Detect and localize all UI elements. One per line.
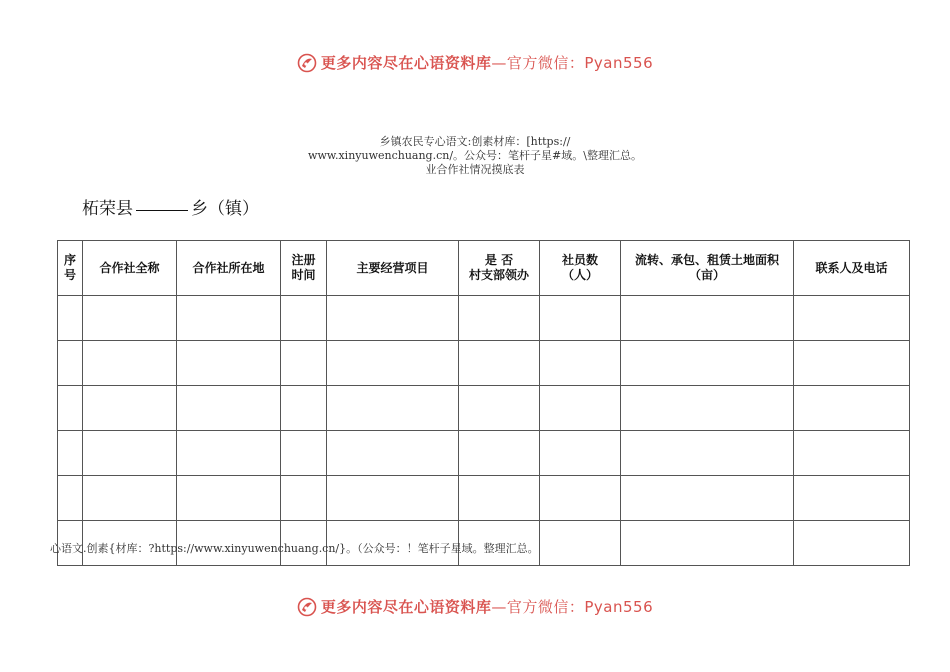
column-header-line: 时间: [291, 268, 316, 282]
table-cell[interactable]: [177, 476, 281, 521]
column-header-line: 注册: [291, 253, 316, 267]
column-header: [794, 241, 910, 296]
brand-logo-icon: [297, 53, 317, 73]
column-header-line: 号: [63, 268, 76, 282]
column-header: [281, 241, 327, 296]
table-cell[interactable]: [540, 476, 621, 521]
column-header-line: 联系人及电话: [815, 260, 888, 275]
table-row: [58, 386, 910, 431]
banner-highlight: 更多内容尽在心语资料库: [320, 54, 492, 72]
table-cell[interactable]: [621, 521, 794, 566]
table-cell[interactable]: [281, 296, 327, 341]
column-header-line: 社员数: [561, 253, 598, 267]
table-cell[interactable]: [327, 341, 459, 386]
table-cell[interactable]: [459, 296, 540, 341]
table-cell[interactable]: [83, 341, 177, 386]
column-header-line: 流转、承包、租赁土地面积: [634, 253, 779, 267]
table-cell[interactable]: [177, 386, 281, 431]
brand-logo-icon: [297, 597, 317, 617]
table-cell[interactable]: [540, 431, 621, 476]
table-cell[interactable]: [621, 296, 794, 341]
table-cell[interactable]: [621, 431, 794, 476]
region-line: [82, 194, 259, 219]
table-cell[interactable]: [621, 341, 794, 386]
table-cell[interactable]: [540, 341, 621, 386]
table-cell[interactable]: [58, 341, 83, 386]
table-cell[interactable]: [794, 521, 910, 566]
table-cell[interactable]: [794, 296, 910, 341]
column-header: [83, 241, 177, 296]
table-cell[interactable]: [177, 431, 281, 476]
table-cell[interactable]: [281, 476, 327, 521]
table-row: [58, 476, 910, 521]
banner-contact: —官方微信：Pyan556: [491, 598, 654, 616]
table-cell[interactable]: [281, 386, 327, 431]
column-header-line: 村支部领办: [468, 268, 529, 282]
table-cell[interactable]: [794, 386, 910, 431]
column-header: [459, 241, 540, 296]
column-header-line: 合作社全称: [99, 260, 160, 275]
column-header: [58, 241, 83, 296]
table-row: [58, 431, 910, 476]
table-header-row: [58, 241, 910, 296]
table-cell[interactable]: [83, 476, 177, 521]
watermark-banner-top: [0, 52, 950, 73]
table-cell[interactable]: [459, 476, 540, 521]
banner-highlight: 更多内容尽在心语资料库: [320, 598, 492, 616]
cooperative-survey-table: [57, 240, 910, 566]
table-cell[interactable]: [540, 521, 621, 566]
table-cell[interactable]: [794, 341, 910, 386]
watermark-banner-bottom: [0, 596, 950, 617]
column-header-line: （人）: [561, 268, 598, 282]
column-header-line: 序: [63, 253, 76, 267]
column-header: [177, 241, 281, 296]
column-header-line: 主要经营项目: [356, 260, 429, 275]
table-cell[interactable]: [540, 386, 621, 431]
document-header: [0, 135, 950, 177]
table-body: [58, 296, 910, 566]
table-cell[interactable]: [794, 431, 910, 476]
column-header: [621, 241, 794, 296]
column-header: [540, 241, 621, 296]
table-cell[interactable]: [83, 431, 177, 476]
table-cell[interactable]: [83, 296, 177, 341]
column-header: [327, 241, 459, 296]
table-cell[interactable]: [327, 386, 459, 431]
table-cell[interactable]: [459, 386, 540, 431]
column-header-line: （亩）: [688, 268, 725, 282]
table-cell[interactable]: [621, 386, 794, 431]
table-cell[interactable]: [794, 476, 910, 521]
table-cell[interactable]: [459, 341, 540, 386]
table-cell[interactable]: [58, 476, 83, 521]
header-line: 乡镇农民专心语文:创素材库：[https://: [379, 135, 571, 148]
banner-contact: —官方微信：Pyan556: [491, 54, 654, 72]
table-cell[interactable]: [58, 431, 83, 476]
table-cell[interactable]: [58, 296, 83, 341]
table-cell[interactable]: [327, 296, 459, 341]
table-cell[interactable]: [177, 296, 281, 341]
table-cell[interactable]: [281, 341, 327, 386]
table-row: [58, 341, 910, 386]
table-cell[interactable]: [327, 431, 459, 476]
table-cell[interactable]: [177, 341, 281, 386]
county-name: 柘荣县: [82, 199, 133, 219]
town-blank-field: [136, 210, 188, 211]
table-cell[interactable]: [459, 431, 540, 476]
table-cell[interactable]: [281, 431, 327, 476]
table-cell[interactable]: [327, 476, 459, 521]
table-cell[interactable]: [83, 386, 177, 431]
table-cell[interactable]: [621, 476, 794, 521]
table-cell[interactable]: [58, 386, 83, 431]
column-header-line: 合作社所在地: [192, 260, 265, 275]
table-row: [58, 296, 910, 341]
footer-note: 心语文.创素{材库：?https://www.xinyuwenchuang.cn/}。（公众号：！笔杆子星域。整理汇总。: [50, 542, 539, 555]
header-line: www.xinyuwenchuang.cn/。公众号：笔杆子星#域。\整理汇总。: [308, 149, 642, 162]
header-line: 业合作社情况摸底表: [425, 163, 525, 176]
table-cell[interactable]: [540, 296, 621, 341]
column-header-line: 是 否: [484, 253, 514, 267]
town-suffix: 乡（镇）: [191, 199, 259, 219]
